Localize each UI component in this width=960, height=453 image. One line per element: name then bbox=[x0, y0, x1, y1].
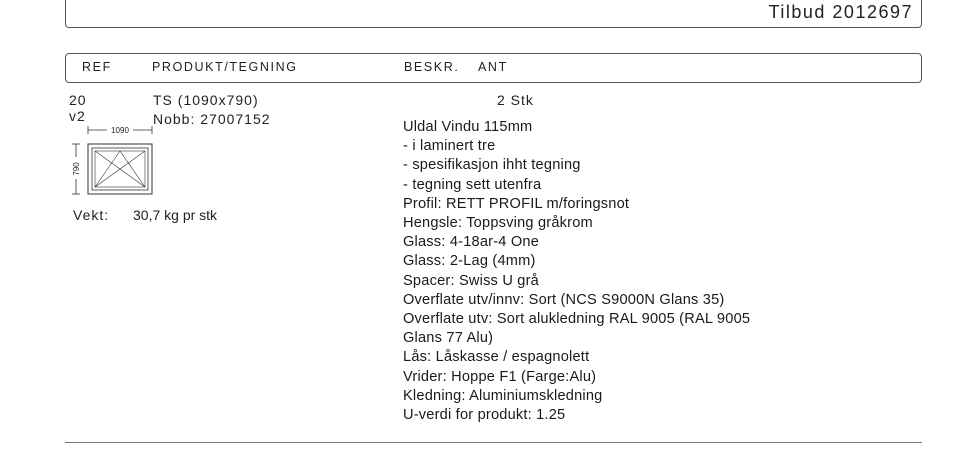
row-divider bbox=[65, 442, 922, 443]
description-line: Glass: 2-Lag (4mm) bbox=[403, 253, 536, 270]
description-line: Profil: RETT PROFIL m/foringsnot bbox=[403, 195, 630, 212]
description-line: Vrider: Hoppe F1 (Farge:Alu) bbox=[403, 368, 597, 385]
product-description bbox=[403, 118, 750, 425]
header-ref: REF bbox=[82, 60, 112, 74]
description-line: Lås: Låskasse / espagnolett bbox=[403, 349, 590, 366]
description-line: Spacer: Swiss U grå bbox=[403, 272, 539, 289]
weight-label: Vekt: bbox=[73, 207, 110, 223]
table-header bbox=[65, 53, 922, 83]
header-quantity: ANT bbox=[478, 60, 508, 74]
description-line: - spesifikasjon ihht tegning bbox=[403, 157, 581, 174]
description-line: Hengsle: Toppsving gråkrom bbox=[403, 215, 593, 232]
offer-number: Tilbud 2012697 bbox=[768, 2, 913, 22]
header-product: PRODUKT/TEGNING bbox=[152, 60, 298, 74]
item-ref: 20 bbox=[69, 92, 87, 108]
description-line: Glass: 4-18ar-4 One bbox=[403, 234, 540, 251]
description-line: - i laminert tre bbox=[403, 138, 496, 155]
description-line: U-verdi for produkt: 1.25 bbox=[403, 407, 566, 424]
item-quantity: 2 Stk bbox=[497, 92, 534, 108]
description-line: Kledning: Aluminiumskledning bbox=[403, 387, 603, 404]
title-box bbox=[65, 0, 922, 28]
description-line: Glans 77 Alu) bbox=[403, 330, 494, 347]
header-description: BESKR. bbox=[404, 60, 460, 74]
height-dimension-label: 790 bbox=[72, 162, 81, 176]
description-line: Uldal Vindu 115mm bbox=[403, 119, 533, 135]
window-drawing bbox=[64, 122, 164, 200]
item-version: v2 bbox=[69, 108, 86, 124]
weight-value: 30,7 kg pr stk bbox=[133, 207, 218, 223]
nobb-number: Nobb: 27007152 bbox=[153, 111, 271, 127]
description-line: - tegning sett utenfra bbox=[403, 176, 542, 193]
product-name: TS (1090x790) bbox=[153, 92, 259, 108]
width-dimension-label: 1090 bbox=[111, 126, 129, 135]
description-line: Overflate utv: Sort alukledning RAL 9005 (RAL 9005 bbox=[403, 311, 751, 328]
description-line: Overflate utv/innv: Sort (NCS S9000N Glans 35) bbox=[403, 291, 725, 308]
